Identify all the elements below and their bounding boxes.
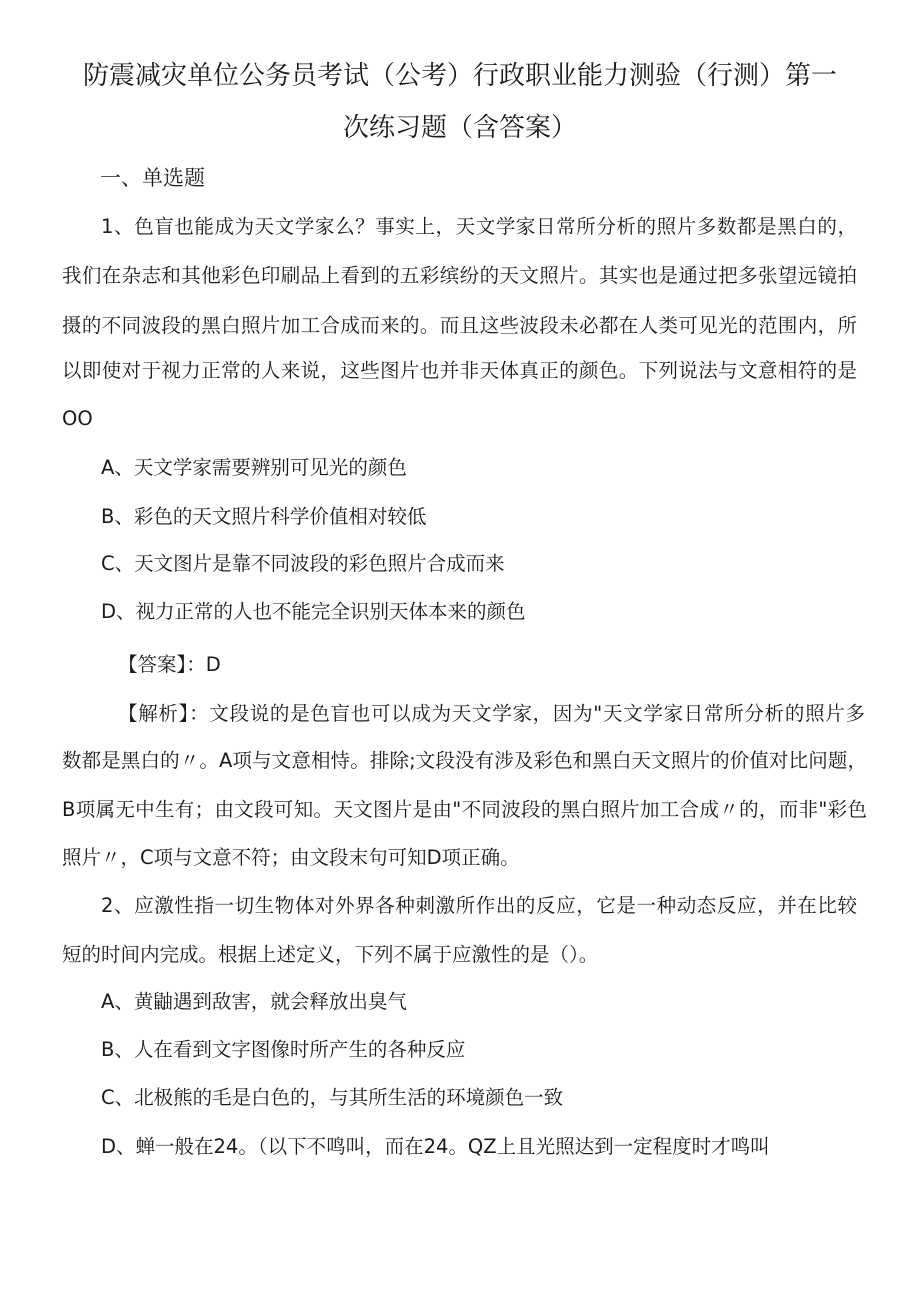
q1-analysis-line: 照片〃，C项与文意不符；由文段末句可知D项正确。 xyxy=(62,846,520,869)
q2-text-line: 2、应激性指一切生物体对外界各种刺激所作出的反应，它是一种动态反应，并在比较 xyxy=(101,894,857,917)
q2-text-line: 短的时间内完成。根据上述定义，下列不属于应激性的是（）。 xyxy=(62,943,599,966)
q2-option-b: B、人在看到文字图像时所产生的各种反应 xyxy=(101,1038,466,1061)
q1-text-line: OO xyxy=(62,407,93,430)
q1-text-line: 1、色盲也能成为天文学家么？事实上，天文学家日常所分析的照片多数都是黑白的， xyxy=(101,215,857,238)
q1-option-b: B、彩色的天文照片科学价值相对较低 xyxy=(101,505,427,528)
q1-answer: 【答案】：D xyxy=(118,653,221,676)
q1-analysis-line: 【解析】：文段说的是色盲也可以成为天文学家，因为"天文学家日常所分析的照片多 xyxy=(118,702,865,725)
document-title-line-1: 防震减灾单位公务员考试（公考）行政职业能力测验（行测）第一 xyxy=(82,61,837,91)
section-heading: 一、单选题 xyxy=(100,166,205,190)
q1-option-c: C、天文图片是靠不同波段的彩色照片合成而来 xyxy=(101,552,505,575)
q1-text-line: 我们在杂志和其他彩色印刷品上看到的五彩缤纷的天文照片。其实也是通过把多张望远镜拍 xyxy=(62,264,857,287)
q1-text-line: 摄的不同波段的黑白照片加工合成而来的。而且这些波段未必都在人类可见光的范围内，所 xyxy=(62,314,857,337)
q2-option-d: D、蝉一般在24。（以下不鸣叫，而在24。QZ上且光照达到一定程度时才鸣叫 xyxy=(101,1135,770,1158)
q1-text-line: 以即使对于视力正常的人来说，这些图片也并非天体真正的颜色。下列说法与文意相符的是 xyxy=(62,359,857,382)
document-title-line-2: 次练习题（含答案） xyxy=(342,113,577,143)
q2-option-a: A、黄鼬遇到敌害，就会释放出臭气 xyxy=(101,990,407,1013)
q1-analysis-line: B项属无中生有；由文段可知。天文图片是由"不同波段的黑白照片加工合成〃的，而非"彩色 xyxy=(62,798,867,821)
q1-analysis-line: 数都是黑白的〃。A项与文意相恃。排除;文段没有涉及彩色和黑白天文照片的价值对比问题， xyxy=(62,749,867,772)
q1-option-a: A、天文学家需要辨别可见光的颜色 xyxy=(101,456,407,479)
q1-option-d: D、视力正常的人也不能完全识别天体本来的颜色 xyxy=(101,600,526,623)
q2-option-c: C、北极熊的毛是白色的，与其所生活的环境颜色一致 xyxy=(101,1086,564,1109)
